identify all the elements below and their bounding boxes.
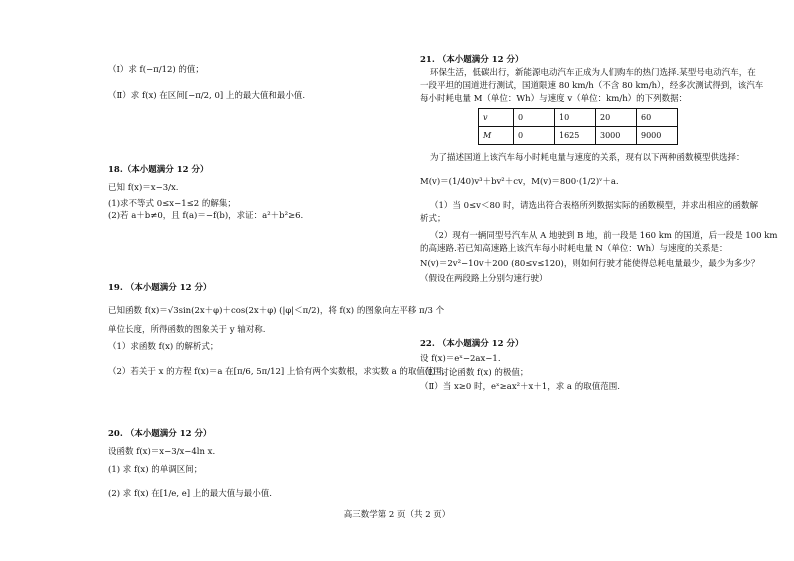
q18-given: 已知 f(x)＝x−3/x. xyxy=(108,183,179,193)
table-cell: 0 xyxy=(514,127,555,145)
q22-given: 设 f(x)＝eˣ−2ax−1. xyxy=(420,354,501,364)
table-cell: 0 xyxy=(514,109,555,127)
q22-part2: （Ⅱ）当 x≥0 时，eˣ≥ax²＋x＋1，求 a 的取值范围. xyxy=(420,382,620,392)
table-row-v xyxy=(479,109,678,127)
table-cell: M xyxy=(479,127,514,145)
table-cell: 3000 xyxy=(596,127,637,145)
q18-part1: (1)求不等式 0≤x−1≤2 的解集； xyxy=(108,199,236,209)
table-row-m xyxy=(479,127,678,145)
table-cell: 1625 xyxy=(555,127,596,145)
q18-part2: (2)若 a＋b≠0，且 f(a)＝−f(b)，求证：a²＋b²≥6. xyxy=(108,211,304,221)
q20-title: 20. （本小题满分 12 分） xyxy=(108,429,212,439)
q20-part2: (2) 求 f(x) 在[1/e, e] 上的最大值与最小值. xyxy=(108,489,272,499)
table-cell: 10 xyxy=(555,109,596,127)
q21-para-1: 环保生活，低碳出行，新能源电动汽车正成为人们购车的热门选择.某型号电动汽车，在 xyxy=(430,68,756,78)
q21-models: M(v)＝(1/40)v³＋bv²＋cv，M(v)＝800·(1/2)ᵛ＋a. xyxy=(420,177,619,187)
q20-given: 设函数 f(x)＝x−3/x−4ln x. xyxy=(108,447,216,457)
q22-title: 22. （本小题满分 12 分） xyxy=(420,339,524,349)
q21-part1-a: （1）当 0≤v＜80 时，请选出符合表格所列数据实际的函数模型，并求出相应的函数解 xyxy=(430,201,758,211)
q17-part1: （Ⅰ）求 f(−π/12) 的值； xyxy=(108,65,204,75)
q21-part2-a: （2）现有一辆同型号汽车从 A 地驶到 B 地，前一段是 160 km 的国道，后一段是 100 km xyxy=(430,231,778,241)
q21-part1-b: 析式； xyxy=(420,214,446,224)
q19-title: 19. （本小题满分 12 分） xyxy=(108,283,212,293)
q18-title: 18.（本小题满分 12 分） xyxy=(108,165,209,175)
q21-para-3: 每小时耗电量 M（单位：Wh）与速度 v（单位：km/h）的下列数据： xyxy=(420,94,688,104)
q19-given-2: 单位长度，所得函数的图象关于 y 轴对称. xyxy=(108,325,266,335)
table-cell: v xyxy=(479,109,514,127)
q20-part1: (1) 求 f(x) 的单调区间； xyxy=(108,465,203,475)
q21-para-4: 为了描述国道上该汽车每小时耗电量与速度的关系，现有以下两种函数模型供选择： xyxy=(430,153,745,163)
q21-part2-c: N(v)＝2v²−10v＋200 (80≤v≤120)，则如何行驶才能使得总耗电量最少，最少为多少？ xyxy=(420,259,760,269)
q19-part2: （2）若关于 x 的方程 f(x)＝a 在[π/6, 5π/12] 上恰有两个实数根，求实数 a 的取值范围. xyxy=(108,367,445,377)
q19-part1: （1）求函数 f(x) 的解析式； xyxy=(108,342,219,352)
q21-para-2: 一段平坦的国道进行测试，国道限速 80 km/h（不含 80 km/h），经多次测试得到，该汽车 xyxy=(420,81,764,91)
q17-part2: （Ⅱ）求 f(x) 在区间[−π/2, 0] 上的最大值和最小值. xyxy=(108,91,306,101)
table-cell: 20 xyxy=(596,109,637,127)
q21-part2-b: 的高速路.若已知高速路上该汽车每小时耗电量 N（单位：Wh）与速度的关系是： xyxy=(420,244,728,254)
table-cell: 60 xyxy=(637,109,678,127)
page-footer: 高三数学第 2 页（共 2 页） xyxy=(343,510,451,520)
q21-note: （假设在两段路上分别匀速行驶） xyxy=(420,274,548,284)
q21-data-table xyxy=(478,108,678,145)
q22-part1: （Ⅰ）讨论函数 f(x) 的极值； xyxy=(420,368,529,378)
q21-title: 21. （本小题满分 12 分） xyxy=(420,55,524,65)
q19-given: 已知函数 f(x)＝√3sin(2x＋φ)＋cos(2x＋φ) (|φ|＜π/2)，将 f(x) 的图象向左平移 π/3 个 xyxy=(108,306,445,316)
table-cell: 9000 xyxy=(637,127,678,145)
